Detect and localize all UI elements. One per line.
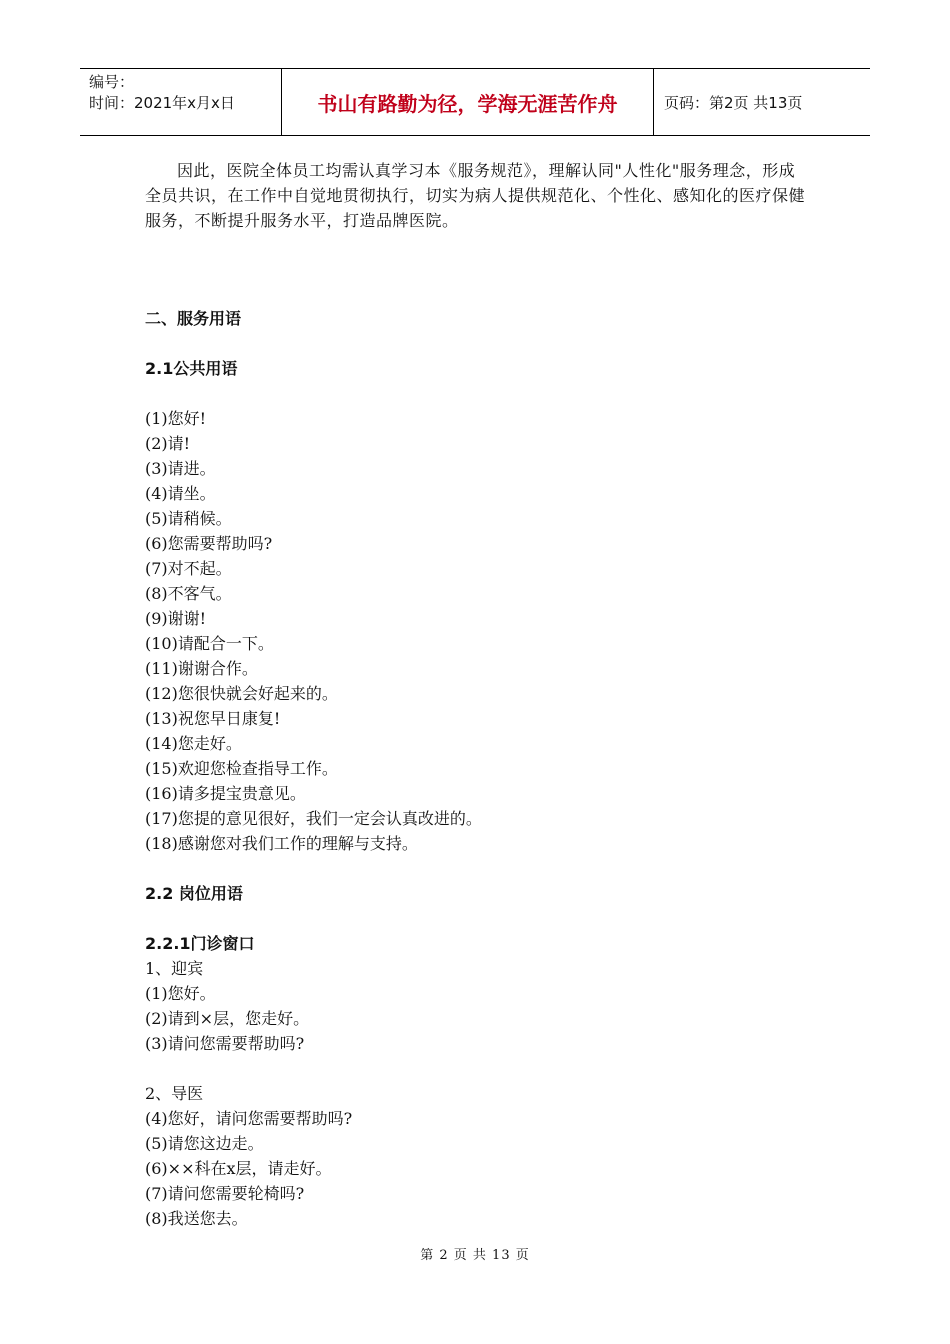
- list-item: (10)请配合一下。: [145, 634, 274, 653]
- document-time: 时间：2021年x月x日: [89, 94, 235, 112]
- list-item: (1)您好!: [145, 409, 207, 428]
- document-body: [145, 158, 805, 1231]
- list-item: (5)请您这边走。: [145, 1134, 264, 1153]
- list-item: (8)不客气。: [145, 584, 232, 603]
- public-phrase-list: [145, 406, 805, 856]
- list-item: (9)谢谢!: [145, 609, 207, 628]
- guide-title: 2、导医: [145, 1084, 204, 1103]
- list-item: (4)您好，请问您需要帮助吗?: [145, 1109, 353, 1128]
- document-number-label: 编号：: [89, 73, 135, 91]
- guide-phrase-list: [145, 1106, 805, 1231]
- subsection-public-title: 2.1公共用语: [145, 359, 238, 378]
- section-title: 二、服务用语: [145, 309, 242, 328]
- list-item: (6)您需要帮助吗?: [145, 534, 273, 553]
- header-meta: [80, 69, 282, 135]
- list-item: (16)请多提宝贵意见。: [145, 784, 306, 803]
- intro-paragraph: 因此，医院全体员工均需认真学习本《服务规范》，理解认同"人性化"服务理念，形成全员共识，在工作中自觉地贯彻执行，切实为病人提供规范化、个性化、感知化的医疗保健服务，不断提升服务水平，打造品牌医院。: [145, 161, 806, 230]
- list-item: (5)请稍候。: [145, 509, 232, 528]
- subsection-post-title: 2.2 岗位用语: [145, 884, 243, 903]
- subsection-outpatient-title: 2.2.1门诊窗口: [145, 934, 255, 953]
- list-item: (15)欢迎您检查指导工作。: [145, 759, 338, 778]
- list-item: (7)请问您需要轮椅吗?: [145, 1184, 305, 1203]
- list-item: (3)请进。: [145, 459, 216, 478]
- list-item: (18)感谢您对我们工作的理解与支持。: [145, 834, 418, 853]
- list-item: (8)我送您去。: [145, 1209, 248, 1228]
- list-item: (17)您提的意见很好，我们一定会认真改进的。: [145, 809, 482, 828]
- list-item: (11)谢谢合作。: [145, 659, 258, 678]
- list-item: (3)请问您需要帮助吗?: [145, 1034, 305, 1053]
- list-item: (4)请坐。: [145, 484, 216, 503]
- welcome-title: 1、迎宾: [145, 959, 204, 978]
- header-page-info: 页码：第2页 共13页: [664, 93, 803, 112]
- welcome-phrase-list: [145, 981, 805, 1056]
- page-header: [80, 68, 870, 136]
- list-item: (2)请!: [145, 434, 191, 453]
- list-item: (12)您很快就会好起来的。: [145, 684, 338, 703]
- header-motto: 书山有路勤为径，学海无涯苦作舟: [282, 69, 654, 135]
- list-item: (2)请到×层，您走好。: [145, 1009, 310, 1028]
- page-footer: 第 2 页 共 13 页: [420, 1248, 530, 1263]
- list-item: (14)您走好。: [145, 734, 242, 753]
- list-item: (6)××科在x层，请走好。: [145, 1159, 332, 1178]
- list-item: (1)您好。: [145, 984, 216, 1003]
- list-item: (7)对不起。: [145, 559, 232, 578]
- list-item: (13)祝您早日康复!: [145, 709, 281, 728]
